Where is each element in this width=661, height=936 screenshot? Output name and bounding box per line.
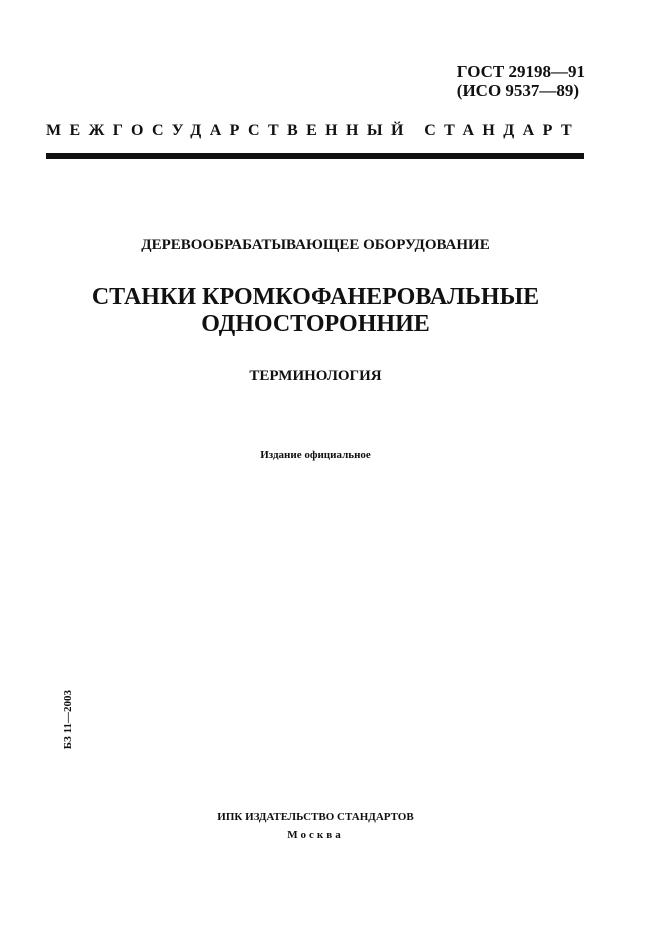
document-subtitle: ТЕРМИНОЛОГИЯ bbox=[249, 368, 382, 384]
title-line-1: СТАНКИ КРОМКОФАНЕРОВАЛЬНЫЕ bbox=[91, 284, 540, 310]
document-title bbox=[0, 284, 631, 338]
standard-number-block bbox=[457, 62, 585, 100]
interstate-standard-heading: МЕЖГОСУДАРСТВЕННЫЙ СТАНДАРТ bbox=[46, 122, 581, 139]
gost-number: ГОСТ 29198—91 bbox=[456, 62, 585, 81]
publisher-city: Москва bbox=[287, 829, 344, 841]
publisher-name: ИПК ИЗДАТЕЛЬСТВО СТАНДАРТОВ bbox=[217, 811, 414, 823]
header-divider bbox=[46, 153, 584, 159]
side-code-vertical: БЗ 11—2003 bbox=[62, 690, 74, 750]
title-line-2: ОДНОСТОРОННИЕ bbox=[201, 311, 430, 337]
iso-number: (ИСО 9537—89) bbox=[456, 81, 580, 100]
category-heading: ДЕРЕВООБРАБАТЫВАЮЩЕЕ ОБОРУДОВАНИЕ bbox=[141, 237, 490, 253]
edition-label: Издание официальное bbox=[260, 449, 371, 461]
